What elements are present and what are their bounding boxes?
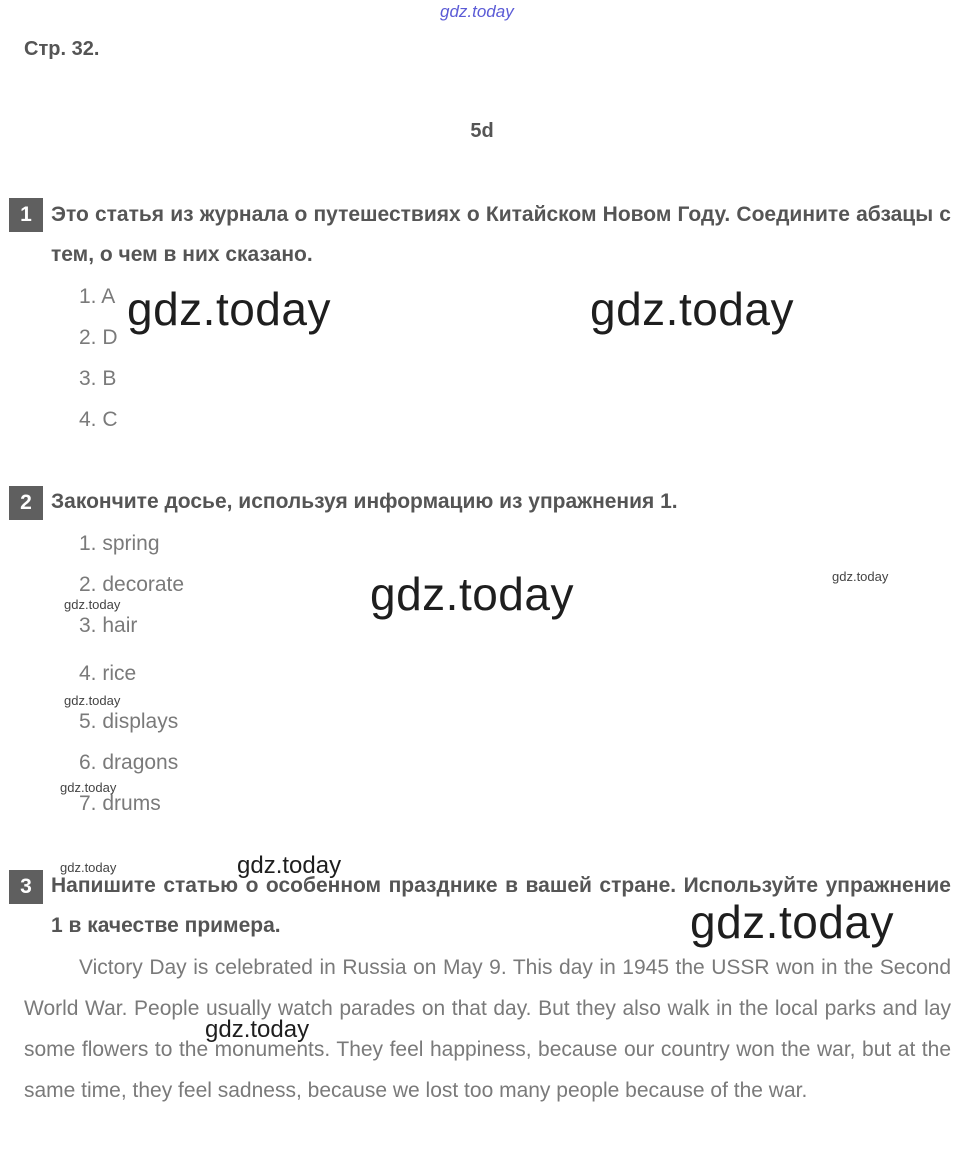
watermark: gdz.today <box>832 569 889 584</box>
watermark: gdz.today <box>60 780 117 795</box>
answer-item: 2. decorate <box>79 573 185 596</box>
page-number: Стр. 32. <box>24 38 100 60</box>
answer-item: 2. D <box>79 326 118 349</box>
answer-item: 4. C <box>79 408 118 431</box>
answer-paragraph: Victory Day is celebrated in Russia on May 9. This day in 1945 the USSR won in the Second World War. People usually watch parades on that day. But they also walk in the local parks and lay some flowers to the monuments. They feel happiness, because our country won the war, but at the same time, they feel sadness, because we lost too many people because of the war. <box>24 956 951 1102</box>
exercise-number-3: 3 <box>9 870 43 904</box>
watermark: gdz.today <box>64 693 121 708</box>
exercise-number-1: 1 <box>9 198 43 232</box>
answer-item: 1. spring <box>79 532 160 555</box>
watermark: gdz.today <box>60 860 117 875</box>
section-title: 5d <box>470 120 494 142</box>
exercise-number-2: 2 <box>9 486 43 520</box>
answer-item: 1. A <box>79 285 116 308</box>
watermark: gdz.today <box>690 896 894 948</box>
watermark: gdz.today <box>64 597 121 612</box>
exercise-task-2: Закончите досье, используя информацию из упражнения 1. <box>51 490 678 513</box>
watermark-top: gdz.today <box>440 2 514 21</box>
answer-item: 3. B <box>79 367 117 390</box>
watermark: gdz.today <box>590 283 794 335</box>
answer-item: 7. drums <box>79 792 161 815</box>
watermark: gdz.today <box>237 852 342 879</box>
answer-item: 4. rice <box>79 662 137 685</box>
exercise-task-3: Напишите статью о особенном празднике в вашей стране. Используйте упражнение 1 в качестве примера. <box>51 874 951 937</box>
watermark: gdz.today <box>370 568 574 620</box>
answer-item: 5. displays <box>79 710 179 733</box>
answer-item: 3. hair <box>79 614 138 637</box>
answer-item: 6. dragons <box>79 751 179 774</box>
watermark: gdz.today <box>127 283 331 335</box>
exercise-task-1: Это статья из журнала о путешествиях о Китайском Новом Году. Соедините абзацы с тем, о чем в них сказано. <box>51 203 951 266</box>
watermark: gdz.today <box>205 1016 310 1043</box>
